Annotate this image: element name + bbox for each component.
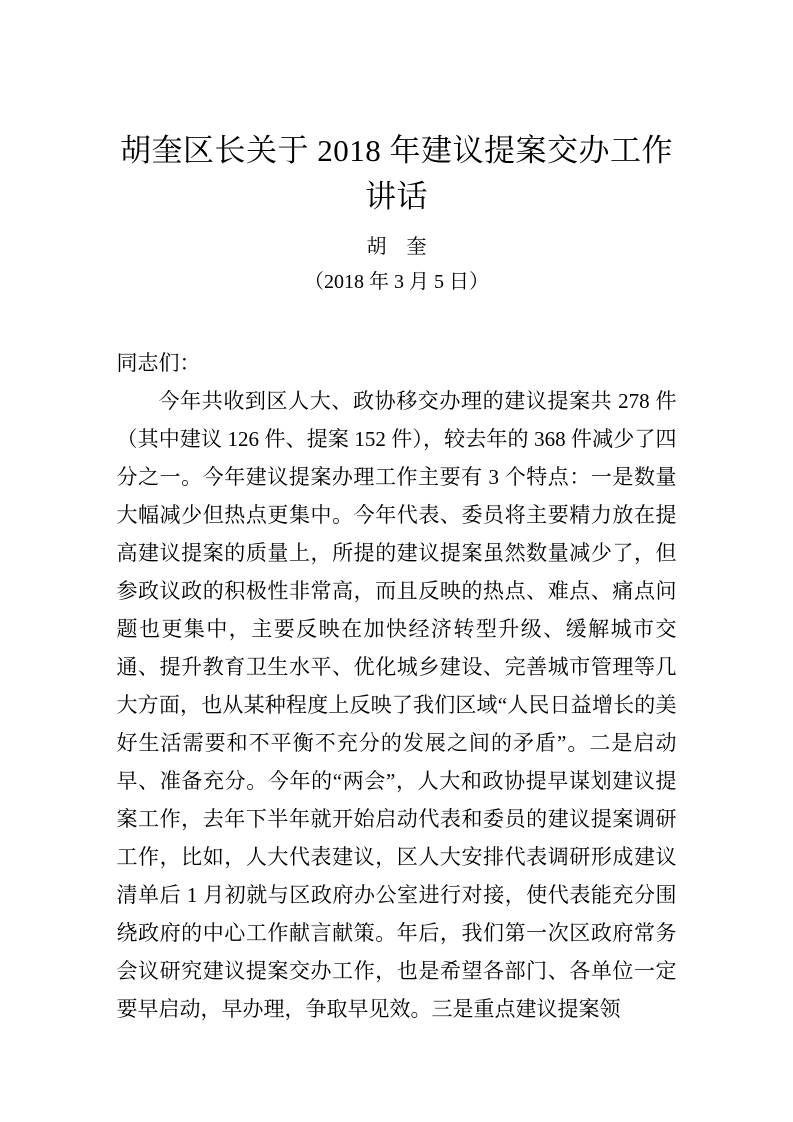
document-author: 胡 奎	[366, 236, 427, 258]
salutation: 同志们：	[116, 351, 201, 375]
document-body	[117, 344, 677, 1028]
document-content	[117, 0, 677, 1028]
document-date: （2018 年 3 月 5 日）	[304, 271, 489, 293]
document-title: 胡奎区长关于 2018 年建议提案交办工作讲话	[120, 133, 673, 214]
body-paragraph: 今年共收到区人大、政协移交办理的建议提案共 278 件（其中建议 126 件、提案 152 件），较去年的 368 件减少了四分之一。今年建议提案办理工作主要有 3 个特点：一是数量大幅减少但热点更集中。今年代表、委员将主要精力放在提高建议提案的质量上，所提的建议提案虽然数量减少了，但参政议政的积极性非常高，而且反映的热点、难点、痛点问题也更集中，主要反映在加快经济转型升级、缓解城市交通、提升教育卫生水平、优化城乡建设、完善城市管理等几大方面，也从某种程度上反映了我们区域“人民日益增长的美好生活需要和不平衡不充分的发展之间的矛盾”。二是启动早、准备充分。今年的“两会”，人大和政协提早谋划建议提案工作，去年下半年就开始启动代表和委员的建议提案调研工作，比如，人大代表建议，区人大安排代表调研形成建议清单后 1 月初就与区政府办公室进行对接，使代表能充分围绕政府的中心工作献言献策。年后，我们第一次区政府常务会议研究建议提案交办工作，也是希望各部门、各单位一定要早启动，早办理，争取早见效。三是重点建议提案领	[116, 389, 677, 1021]
